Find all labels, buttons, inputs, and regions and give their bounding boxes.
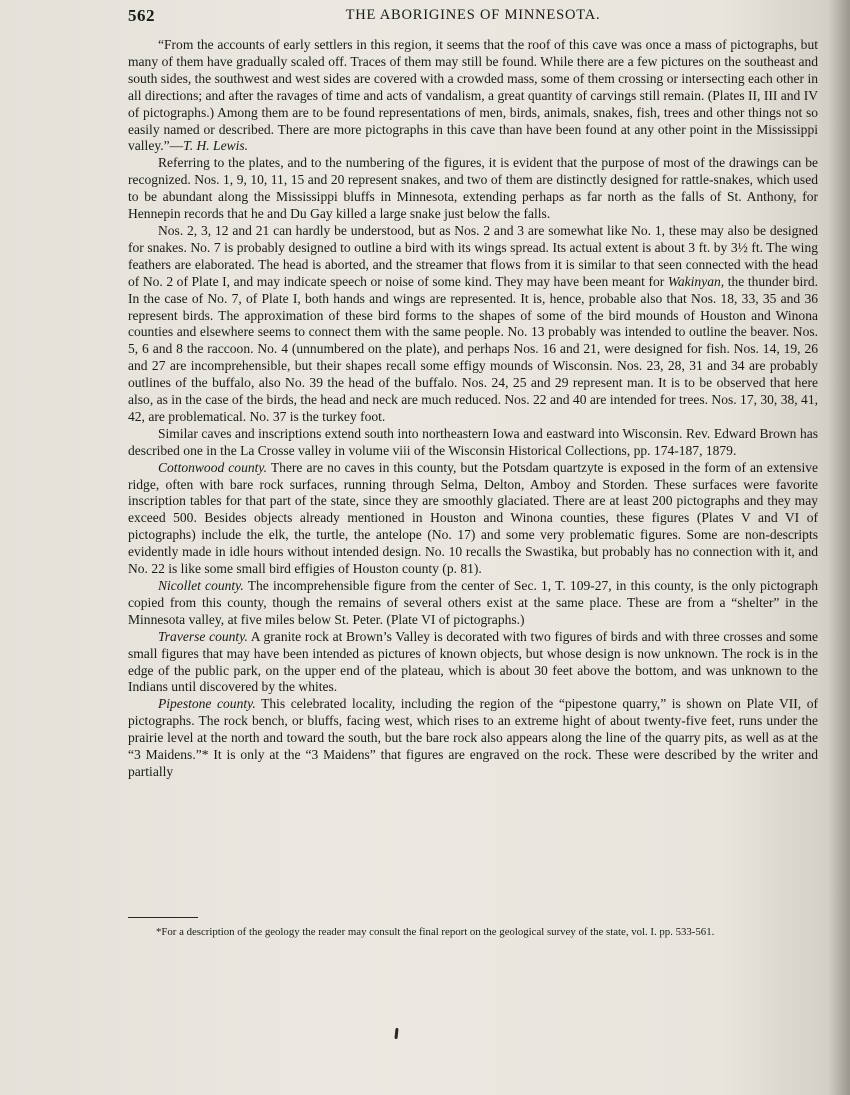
footnote (128, 924, 818, 941)
paragraph (128, 696, 818, 781)
paragraph (128, 426, 818, 460)
text-run: Nos. 2, 3, 12 and 21 can hardly be understood, but as Nos. 2 and 3 are somewhat like No. 1, these may also be designed for snakes. No. 7 is probably designed to outline a bird with its wings spread. Its actual extent is about 3 ft. by 3½ ft. The wing feathers are elaborated. The head is aborted, and the streamer that flows from it is similar to that seen connected with the head of No. 2 of Plate I, and may indicate speech or noise of some kind. They may have been meant for (128, 222, 818, 289)
text-run: the thunder bird. In the case of No. 7, of Plate I, both hands and wings are represented. It is, hence, probable also that Nos. 18, 33, 35 and 36 represent birds. The approximation of these bird forms to the shapes of some of the bird mounds of Houston and Winona counties and elsewhere seems to connect them with the same people. No. 13 probably was intended to outline the beaver. Nos. 5, 6 and 8 the raccoon. No. 4 (unnumbered on the plate), and perhaps Nos. 16 and 21, were designed for fish. Nos. 14, 19, 26 and 27 are incomprehensible, but their shapes recall some effigy mounds of Wisconsin. Nos. 23, 28, 31 and 34 are probably outlines of the buffalo, also No. 39 the head of the buffalo. Nos. 24, 25 and 29 represent man. It is to be observed that here also, as in the case of the birds, the head and neck are much reduced. Nos. 22 and 40 are intended for trees. Nos. 17, 30, 38, 41, 42, are problematical. No. 37 is the turkey foot. (128, 273, 818, 424)
text-run: This celebrated locality, including the region of the “pipestone quarry,” is shown on Plate VII, of pictographs. The rock bench, or bluffs, facing west, which rises to an extreme hight of about twenty-five feet, runs under the prairie level at the north and toward the south, but the bare rock also appears along the line of the quarry pits, as well as at the “3 Maidens.”* It is only at the “3 Maidens” that figures are engraved on the rock. These were described by the writer and partially (128, 696, 818, 779)
text-run: A granite rock at Brown’s Valley is decorated with two figures of birds and with three crosses and some small figures that may have been intended as pictures of known objects, but whose design is now unknown. The rock is in the edge of the public park, on the upper end of the plateau, which is about 30 feet above the bottom, and was unknown to the Indians until discovered by the whites. (128, 628, 818, 695)
italic-text: Wakinyan, (667, 273, 725, 289)
italic-text: Pipestone county. (158, 696, 256, 712)
page-edge-shadow (828, 0, 850, 1095)
paragraph (128, 629, 818, 697)
page-number: 562 (128, 6, 155, 25)
text-run: There are no caves in this county, but the Potsdam quartzyte is exposed in the form of an extensive ridge, often with bare rock surfaces, running through Selma, Delton, Amboy and Storden. These surfaces were favorite inscription tables for that part of the state, since they are smoothly glaciated. There are at least 200 pictographs and they may exceed 500. Besides objects already mentioned in Houston and Winona counties, these figures (Plates V and VI of pictographs) include the elk, the turtle, the antelope (No. 17) and some very problematic figures. Some are non-descripts evidently made in idle hours without intended design. No. 10 recalls the Swastika, but probably has no connection with it, and No. 22 is like some small bird effigies of Houston county (p. 81). (128, 459, 819, 577)
body-text (128, 37, 818, 781)
italic-text: Traverse county. (158, 628, 248, 644)
text-run: “From the accounts of early settlers in this region, it seems that the roof of this cave was once a mass of pictographs, but many of them have gradually scaled off. Traces of them may still be found. While there are a few pictures on the southeast and south sides, the southwest and west sides are covered with a crowded mass, some of them crossing or intersecting each other in all directions; and after the ravages of time and acts of vandalism, a great quantity of carvings still remain. (Plates II, III and IV of pictographs.) Among them are to be found representations of men, birds, animals, snakes, fish, trees and other things not so easily named or described. There are more pictographs in this cave than have been found at any other point in the Mississippi valley.”— (128, 37, 818, 154)
paragraph (128, 155, 818, 223)
page-header (128, 6, 818, 30)
italic-text: T. H. Lewis. (183, 138, 249, 154)
text-run: Similar caves and inscriptions extend south into northeastern Iowa and eastward into Wisconsin. Rev. Edward Brown has described one in the La Crosse valley in volume viii of the Wisconsin Historical Collections, pp. 174-187, 1879. (128, 425, 818, 458)
footnote-rule (128, 917, 198, 918)
paragraph (128, 223, 818, 426)
paragraph (128, 578, 818, 629)
paragraph (128, 460, 818, 578)
running-title: THE ABORIGINES OF MINNESOTA. (345, 7, 601, 23)
text-run: The incomprehensible figure from the center of Sec. 1, T. 109-27, in this county, is the only pictograph copied from this county, though the remains of several others exist at the same place. These are from a “shelter” in the Minnesota valley, at five miles below St. Peter. (Plate VI of pictographs.) (128, 578, 818, 627)
paragraph (128, 37, 818, 155)
italic-text: Cottonwood county. (158, 459, 268, 475)
footnote-text: *For a description of the geology the reader may consult the final report on the geological survey of the state, vol. I. pp. 533-561. (156, 926, 715, 938)
ink-mark (394, 1028, 398, 1039)
text-run: Referring to the plates, and to the numbering of the figures, it is evident that the purpose of most of the drawings can be recognized. Nos. 1, 9, 10, 11, 15 and 20 represent snakes, and two of them are distinctly designed for rattle-snakes, which used to be abundant along the Mississippi bluffs in Minnesota, extending perhaps as far north as the falls of St. Anthony, for Hennepin records that he and Du Gay killed a large snake just below the falls. (128, 155, 818, 222)
italic-text: Nicollet county. (158, 578, 244, 593)
